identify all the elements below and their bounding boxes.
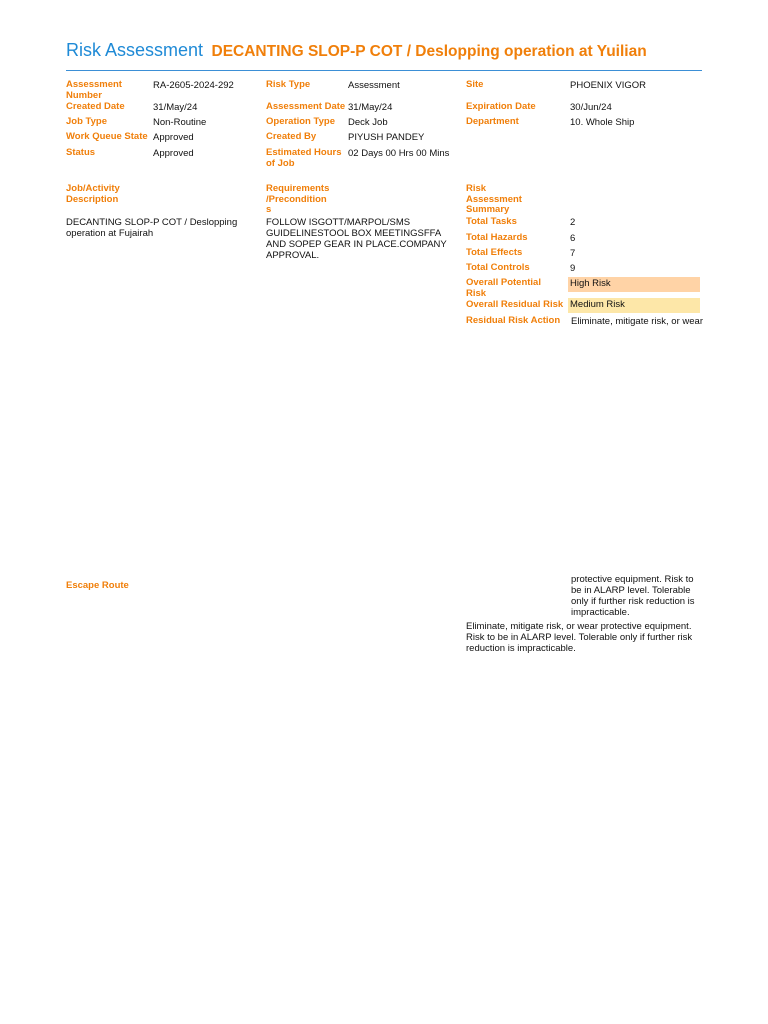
residual-risk-action-value: Eliminate, mitigate risk, or wear (571, 316, 703, 327)
job-type-label: Job Type (66, 116, 107, 127)
work-queue-state-value: Approved (153, 132, 194, 143)
job-type-value: Non-Routine (153, 117, 207, 128)
page-title-prefix: Risk Assessment (66, 40, 204, 60)
requirements-label: Requirements /Precondition s (266, 183, 330, 215)
created-date-label: Created Date (66, 101, 125, 112)
page-title (66, 40, 706, 61)
total-tasks-label: Total Tasks (466, 216, 517, 227)
summary-label: Risk Assessment Summary (466, 183, 522, 215)
total-tasks-value: 2 (570, 217, 576, 228)
site-label: Site (466, 79, 484, 90)
created-by-value: PIYUSH PANDEY (348, 132, 425, 143)
department-label: Department (466, 116, 519, 127)
site-value: PHOENIX VIGOR (570, 80, 647, 91)
status-value: Approved (153, 148, 194, 159)
operation-type-label: Operation Type (266, 116, 335, 127)
operation-type-value: Deck Job (348, 117, 388, 128)
estimated-hours-value: 02 Days 00 Hrs 00 Mins (348, 148, 450, 159)
header-divider (66, 70, 702, 71)
residual-risk-action-continued: protective equipment. Risk to be in ALARP level. Tolerable only if further risk reduction is impracticable. (571, 574, 695, 618)
page-title-main: DECANTING SLOP-P COT / Deslopping operation at Yuilian (211, 43, 647, 60)
assessment-date-label: Assessment Date (266, 101, 346, 112)
work-queue-state-label: Work Queue State (66, 131, 148, 142)
overall-potential-risk-badge: High Risk (568, 277, 700, 292)
overall-residual-risk-label: Overall Residual Risk (466, 299, 564, 310)
risk-type-label: Risk Type (266, 79, 311, 90)
assessment-number-value: RA-2605-2024-292 (153, 80, 234, 91)
assessment-date-value: 31/May/24 (348, 102, 393, 113)
total-controls-label: Total Controls (466, 262, 530, 273)
escape-route-value: Eliminate, mitigate risk, or wear protective equipment. Risk to be in ALARP level. Tolerable only if further risk reduction is impracticable. (466, 621, 693, 654)
expiration-date-value: 30/Jun/24 (570, 102, 612, 113)
total-effects-value: 7 (570, 248, 576, 259)
risk-type-value: Assessment (348, 80, 400, 91)
total-effects-label: Total Effects (466, 247, 523, 258)
created-date-value: 31/May/24 (153, 102, 198, 113)
job-activity-label: Job/Activity Description (66, 183, 120, 205)
residual-risk-action-label: Residual Risk Action (466, 315, 561, 326)
overall-potential-risk-label: Overall Potential Risk (466, 277, 541, 299)
status-label: Status (66, 147, 96, 158)
estimated-hours-label: Estimated Hours of Job (266, 147, 342, 169)
created-by-label: Created By (266, 131, 317, 142)
total-hazards-value: 6 (570, 233, 576, 244)
expiration-date-label: Expiration Date (466, 101, 536, 112)
total-hazards-label: Total Hazards (466, 232, 528, 243)
requirements-value: FOLLOW ISGOTT/MARPOL/SMS GUIDELINESTOOL BOX MEETINGSFFA AND SOPEP GEAR IN PLACE.COMPANY APPROVAL. (266, 217, 447, 261)
assessment-number-label: Assessment Number (66, 79, 122, 101)
job-activity-value: DECANTING SLOP-P COT / Deslopping operation at Fujairah (66, 217, 238, 239)
department-value: 10. Whole Ship (570, 117, 635, 128)
escape-route-label: Escape Route (66, 580, 129, 591)
overall-residual-risk-badge: Medium Risk (568, 298, 700, 313)
total-controls-value: 9 (570, 263, 576, 274)
